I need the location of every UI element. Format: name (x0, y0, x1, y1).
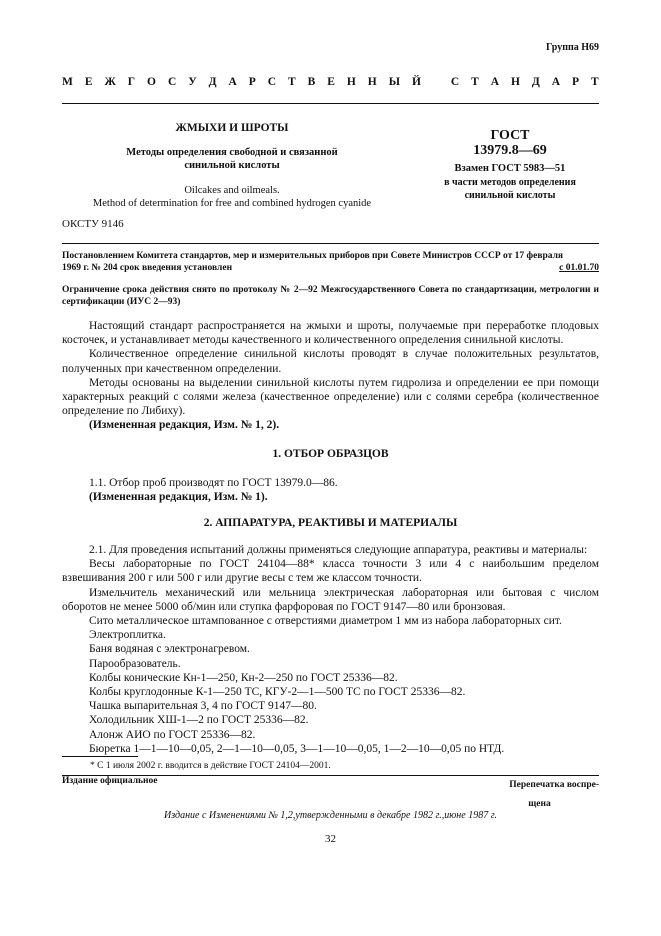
replaces-note-line-2: синильной кислоты (464, 190, 556, 201)
reprint-line-2: щена (528, 799, 551, 809)
standard-title-letter: Й (411, 76, 421, 88)
english-line-2: Method of determination for free and combined hydrogen cyanide (92, 198, 372, 209)
intro-edit-note: (Измененная редакция, Изм. № 1, 2). (89, 419, 280, 432)
intro-paragraph-1: Настоящий стандарт распространяется на жмыхи и шроты, получаемые при переработке плодовых косточек, и устанавливает методы качественного и количественного определения синильной кислоты. (62, 320, 599, 347)
standard-title-letter: В (307, 76, 316, 88)
standard-title-letter: Т (471, 76, 479, 88)
equipment-item: Баня водяная с электронагревом. (89, 643, 250, 656)
decree-limit: Ограничение срока действия снято по протоколу № 2—92 Межгосударственного Совета по стандартизации, метрологии и сертификации (ИУС 2—93) (62, 285, 599, 307)
standard-title-letter: Н (367, 76, 377, 88)
footnote: * С 1 июля 2002 г. вводится в действие ГОСТ 24104—2001. (90, 761, 331, 771)
reprint-notice (460, 776, 599, 814)
intro-text (62, 319, 599, 433)
standard-title-letter: Д (531, 76, 540, 88)
section-2-title: 2. АППАРАТУРА, РЕАКТИВЫ И МАТЕРИАЛЫ (203, 517, 458, 529)
standard-title-letter: Р (572, 76, 580, 88)
gost-number: 13979.8—69 (473, 143, 547, 158)
document-title: ЖМЫХИ И ШРОТЫ (175, 122, 289, 134)
standard-title-letter: Н (510, 76, 520, 88)
replaces-standard: Взамен ГОСТ 5983—51 (454, 163, 566, 174)
intro-paragraph-2: Количественное определение синильной кислоты проводят в случае положительных результатов, полученных при качественном определении. (62, 348, 599, 375)
section-2-paragraph-2: Весы лабораторные по ГОСТ 24104—88* класса точности 3 или 4 с наибольшим пределом взвешивания 200 г или 500 г или другие весы с тем же классом точности. (62, 558, 599, 585)
english-line-1: Oilcakes and oilmeals. (184, 185, 280, 196)
equipment-item: Бюретка 1—1—10—0,05, 2—1—10—0,05, 3—1—10—0,05, 1—2—10—0,05 по НТД. (89, 742, 505, 755)
standard-title-letter: У (188, 76, 197, 88)
gost-label: ГОСТ (490, 128, 530, 143)
section-1-paragraph: 1.1. Отбор проб производят по ГОСТ 13979.0—86. (89, 477, 338, 489)
standard-title (62, 76, 599, 88)
equipment-item: Чашка выпарительная 3, 4 по ГОСТ 9147—80. (89, 700, 317, 713)
section-2-paragraph-4: Сито металлическое штампованное с отверстиями диаметром 1 мм из набора лабораторных сит. (89, 615, 562, 628)
decree-line-2-row (62, 262, 599, 274)
standard-title-letter: Е (327, 76, 335, 88)
standard-title-letter: С (267, 76, 277, 88)
decree-block (62, 250, 599, 308)
document-subtitle (62, 146, 402, 172)
top-rule (62, 103, 599, 104)
section-1-title: 1. ОТБОР ОБРАЗЦОВ (272, 448, 389, 460)
standard-title-letter: А (228, 76, 237, 88)
intro-paragraph-3: Методы основаны на выделении синильной кислоты путем гидролиза и определении ее при помощи характерных реакций с солями железа (качественное определение) или с солями серебра (количественное определение по Либиху). (62, 376, 599, 418)
standard-title-letter: С (450, 76, 460, 88)
standard-title-letter: Н (346, 76, 356, 88)
standard-title-letter: С (167, 76, 177, 88)
group-label: Группа Н69 (546, 42, 599, 53)
replaces-note (420, 176, 600, 202)
standard-title-letter: Ы (388, 76, 400, 88)
subtitle-line-2: синильной кислоты (184, 160, 280, 171)
section-2-text (62, 543, 599, 756)
page-number: 32 (325, 833, 336, 845)
okstu-code: ОКСТУ 9146 (62, 218, 124, 230)
standard-title-letter: Д (208, 76, 217, 88)
section-2-paragraph-3: Измельчитель механический или мельница электрическая лабораторная или бытовая с числом оборотов не менее 5000 об/мин или ступка фарфоровая по ГОСТ 9147—80 или бронзовая. (62, 586, 599, 613)
title-block-right (420, 128, 600, 202)
reprint-line-1: Перепечатка воспре- (509, 780, 599, 790)
equipment-item: Колбы круглодонные К-1—250 ТС, КГУ-2—1—500 ТС по ГОСТ 25336—82. (89, 686, 466, 699)
standard-title-letter: Т (591, 76, 599, 88)
equipment-item: Холодильник ХШ-1—2 по ГОСТ 25336—82. (89, 714, 309, 727)
standard-title-letter: Ж (104, 76, 116, 88)
standard-title-letter: О (147, 76, 156, 88)
equipment-list (62, 628, 599, 756)
subtitle-line-1: Методы определения свободной и связанной (126, 147, 338, 158)
edition-note: Издание с Изменениями № 1,2,утвержденными в декабре 1982 г.,июне 1987 г. (164, 810, 497, 821)
standard-title-letter: А (551, 76, 561, 88)
section-2-paragraph-1: 2.1. Для проведения испытаний должны применяться следующие аппаратура, реактивы и материалы: (89, 544, 588, 556)
decree-date: с 01.01.70 (559, 263, 599, 273)
standard-title-letter (433, 76, 439, 88)
standard-title-letter: Т (288, 76, 296, 88)
title-block-left (62, 122, 402, 210)
equipment-item: Колбы конические Кн-1—250, Кн-2—250 по ГОСТ 25336—82. (89, 671, 398, 684)
equipment-item: Алонж АИО по ГОСТ 25336—82. (89, 728, 256, 741)
equipment-item: Парообразователь. (89, 657, 181, 670)
standard-title-letter: Г (127, 76, 136, 88)
standard-title-letter: Р (248, 76, 256, 88)
equipment-item: Электроплитка. (89, 629, 166, 642)
standard-title-letter: Е (84, 76, 93, 88)
standard-title-letter: М (62, 76, 73, 88)
english-title (62, 184, 402, 210)
decree-rule (62, 243, 599, 244)
replaces-note-line-1: в части методов определения (444, 177, 576, 188)
official-edition: Издание официальное (62, 776, 158, 786)
section-1-text (62, 476, 599, 504)
decree-line-1: Постановлением Комитета стандартов, мер и измерительных приборов при Совете Министров СССР от 17 февраля (62, 251, 564, 261)
standard-title-letter: А (490, 76, 500, 88)
section-1-edit-note: (Измененная редакция, Изм. № 1). (89, 491, 268, 504)
footnote-rule (62, 756, 138, 757)
decree-line-2: 1969 г. № 204 срок введения установлен (62, 263, 233, 273)
